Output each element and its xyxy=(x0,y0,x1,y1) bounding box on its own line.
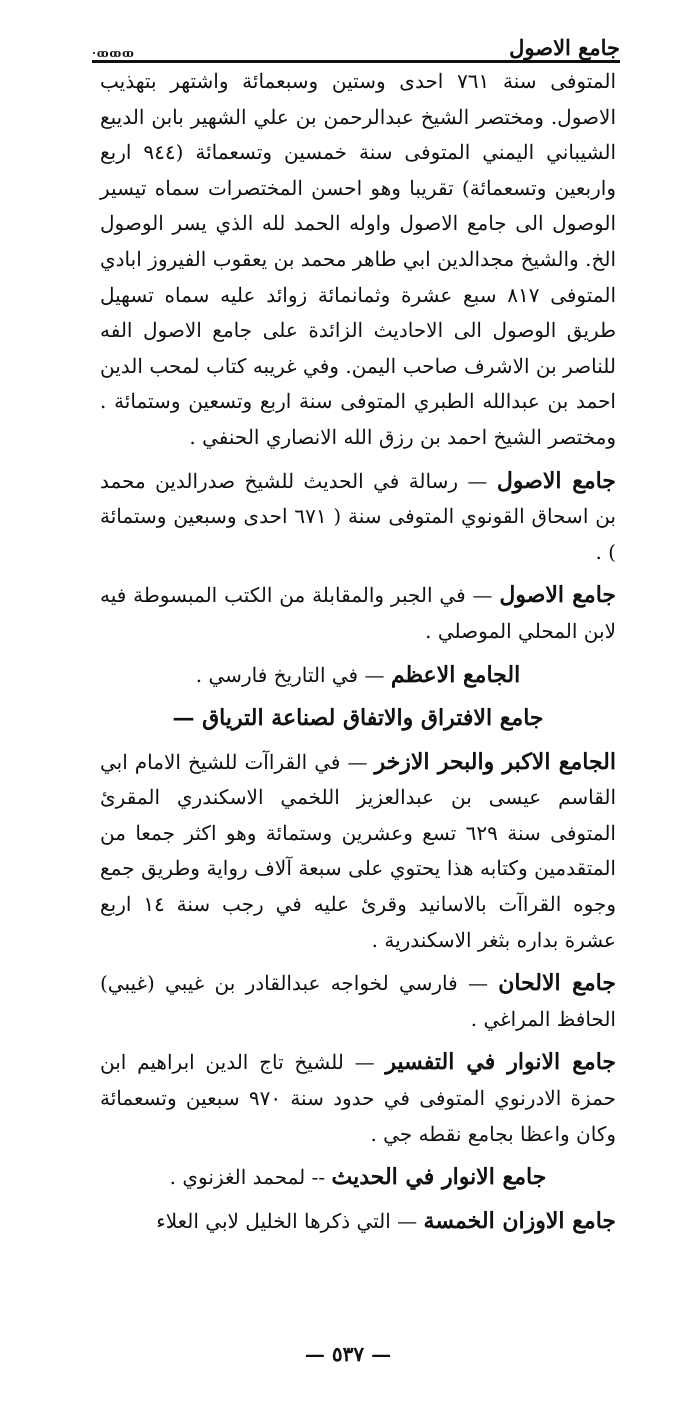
entry-paragraph xyxy=(100,745,616,959)
entry-body: — رسالة في الحديث للشيخ صدرالدين محمد بن اسحاق القونوي المتوفى سنة ( ٦٧١ احدى وسبعين وستمائة ) . xyxy=(100,468,616,564)
entry-title: جامع الالحان xyxy=(498,970,616,997)
entry-title: جامع الاصول xyxy=(496,467,616,494)
entry-body: — فارسي لخواجه عبدالقادر بن غيبي (غيبي) الحافظ المراغي . xyxy=(100,971,616,1031)
entry-title: جامع الانوار في الحديث xyxy=(331,1164,547,1191)
entry-paragraph xyxy=(100,64,616,456)
page-number: — ٥٣٧ — xyxy=(304,1342,392,1366)
entry-paragraph xyxy=(100,1045,616,1152)
body-text xyxy=(100,64,616,1247)
entry-paragraph xyxy=(100,464,616,571)
running-header xyxy=(92,30,620,60)
entry-body: — في التاريخ فارسي . xyxy=(195,662,391,687)
entry-title: جامع الاصول xyxy=(499,582,616,609)
header-rule xyxy=(92,60,620,63)
entry-body: -- لمحمد الغزنوي . xyxy=(169,1165,332,1190)
entry-title: جامع الافتراق والاتفاق لصناعة الترياق — xyxy=(172,705,544,732)
entry-paragraph xyxy=(100,658,616,694)
entry-paragraph xyxy=(100,1160,616,1196)
running-title: جامع الاصول xyxy=(509,35,620,60)
entry-body: — في الجبر والمقابلة من الكتب المبسوطة فيه لابن المحلي الموصلي . xyxy=(100,583,616,643)
entry-paragraph xyxy=(100,578,616,649)
entry-title: الجامع الاعظم xyxy=(390,661,521,688)
entry-paragraph xyxy=(100,701,616,737)
header-marker: ·ꝏꝏꝏ xyxy=(92,47,135,60)
entry-title: جامع الانوار في التفسير xyxy=(385,1049,616,1076)
entry-body: المتوفى سنة ٧٦١ احدى وستين وسبعمائة واشتهر بتهذيب الاصول. ومختصر الشيخ عبدالرحمن بن علي الشهير بابن الديبع الشيباني اليمني المتوفى سنة خمسين وتسعمائة (٩٤٤ اربع واربعين وتسعمائة) تقريبا وهو احسن المختصرات سماه تيسير الوصول الى جامع الاصول واوله الحمد لله الذي يسر الوصول الخ. والشيخ مجدالدين ابي طاهر محمد بن يعقوب الفيروز ابادي المتوفى ٨١٧ سبع عشرة وثمانمائة زوائد عليه سماه تسهيل طريق الوصول الى الاحاديث الزائدة على جامع الاصول الفه للناصر بن الاشرف صاحب اليمن. وفي غريبه كتاب لمحب الدين احمد بن عبدالله الطبري المتوفى سنة اربع وتسعين وستمائة . ومختصر الشيخ احمد بن رزق الله الانصاري الحنفي . xyxy=(100,69,616,449)
entry-body: — للشيخ تاج الدين ابراهيم ابن حمزة الادرنوي المتوفى في حدود سنة ٩٧٠ سبعين وتسعمائة وكان واعظا بجامع نقطه جي . xyxy=(100,1050,616,1146)
entry-paragraph xyxy=(100,1204,616,1240)
entry-paragraph xyxy=(100,966,616,1037)
entry-title: الجامع الاكبر والبحر الازخر xyxy=(374,748,616,775)
entry-title: جامع الاوزان الخمسة xyxy=(423,1207,616,1234)
entry-body: — في القراآت للشيخ الامام ابي القاسم عيسى بن عبدالعزيز اللخمي الاسكندري المقرئ المتوفى سنة ٦٢٩ تسع وعشرين وستمائة وهو اكثر جمعا من المتقدمين وكتابه هذا يحتوي على سبعة آلاف رواية وطريق جمع وجوه القراآت بالاسانيد وقرئ عليه في رجب سنة ١٤ اربع عشرة بداره بثغر الاسكندرية . xyxy=(100,749,616,952)
entry-body: — التي ذكرها الخليل لابي العلاء xyxy=(156,1208,424,1233)
